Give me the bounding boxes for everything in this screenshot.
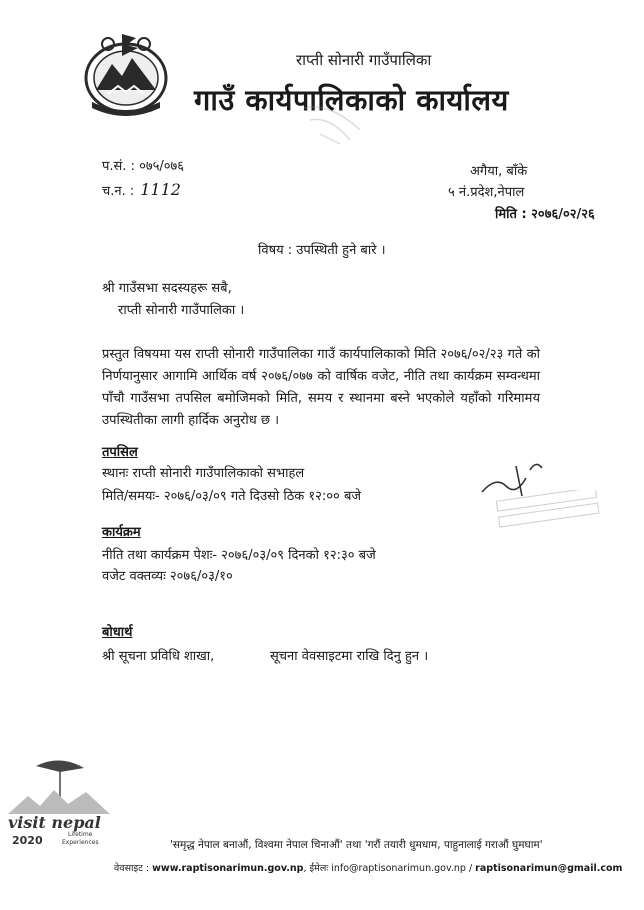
- website-label: वेवसाइट :: [114, 863, 150, 874]
- bodharth-heading: बोधार्थ: [102, 625, 133, 640]
- visit-nepal-logo-year: 2020: [12, 834, 43, 847]
- website-link[interactable]: www.raptisonarimun.gov.np: [152, 863, 304, 874]
- program-item-1: नीति तथा कार्यक्रम पेशः- २०७६/०३/०९ दिनको १२:३० बजे: [102, 548, 376, 563]
- email-label: , ईमेलः: [303, 863, 329, 874]
- faint-stamp-icon: [300, 100, 370, 150]
- nepal-emblem-icon: [78, 28, 174, 118]
- tapsil-heading: तपसिल: [102, 445, 138, 460]
- subject-line: विषय : उपस्थिती हुने बारे ।: [258, 243, 386, 258]
- footer-slogan: 'समृद्ध नेपाल बनाऔं, विश्वमा नेपाल चिनाऔं' तथा 'गरौं तयारी धुमधाम, पाहुनालाई गराऔं घुमघाम': [170, 839, 543, 851]
- visit-nepal-logo-tagline-2: Experiences: [62, 839, 99, 846]
- letter-date: मिति : २०७६/०२/२६: [495, 207, 595, 222]
- tapsil-place: स्थानः राप्ती सोनारी गाउँपालिकाको सभाहल: [102, 466, 305, 481]
- visit-nepal-logo-text: visit nepal: [8, 813, 101, 832]
- recipient-line-1: श्री गाउँसभा सदस्यहरू सबै,: [102, 281, 232, 296]
- official-stamp-icon: [494, 490, 604, 530]
- visit-nepal-logo-tagline-1: Lifetime: [68, 831, 93, 838]
- footer-contact: [114, 861, 622, 874]
- program-item-2: वजेट वक्तव्यः २०७६/०३/१०: [102, 569, 233, 584]
- body-paragraph: प्रस्तुत विषयमा यस राप्ती सोनारी गाउँपालिका गाउँ कार्यपालिकाको मिति २०७६/०२/२३ गते को निर्णयानुसार आगामि आर्थिक वर्ष २०७६/०७७ को वार्षिक वजेट, नीति तथा कार्यक्रम सम्वन्धमा पाँचौ गाउँसभा तपसिल बमोजिमको मिति, समय र स्थानमा बस्ने भएकोले यहाँको गरिमामय उपस्थितीका लागी हार्दिक अनुरोध छ ।: [102, 347, 540, 428]
- email-link-1[interactable]: info@raptisonarimun.gov.np: [331, 863, 466, 874]
- bodharth-instruction: सूचना वेवसाइटमा राखि दिनु हुन ।: [270, 649, 429, 664]
- chalan-label: च.न. :: [102, 184, 135, 199]
- tapsil-datetime: मिति/समयः- २०७६/०३/०९ गते दिउसो ठिक १२:०० बजे: [102, 489, 362, 504]
- reference-number: प.सं. : ०७५/०७६: [102, 159, 185, 174]
- email-separator: /: [465, 863, 476, 874]
- visit-nepal-logo: [6, 756, 116, 848]
- chalan-handwritten-value: 1112: [140, 180, 181, 199]
- address-line-2: ५ नं.प्रदेश,नेपाल: [448, 185, 525, 200]
- chalan-number: [102, 180, 181, 199]
- municipality-name: राप्ती सोनारी गाउँपालिका: [296, 51, 432, 69]
- office-title: गाउँ कार्यपालिकाको कार्यालय: [194, 83, 509, 117]
- email-link-2[interactable]: raptisonarimun@gmail.com: [475, 863, 623, 874]
- program-heading: कार्यक्रम: [102, 525, 141, 540]
- address-line-1: अगैया, बाँके: [470, 164, 528, 179]
- recipient-line-2: राप्ती सोनारी गाउँपालिका ।: [118, 303, 245, 318]
- bodharth-recipient: श्री सूचना प्रविधि शाखा,: [102, 649, 215, 664]
